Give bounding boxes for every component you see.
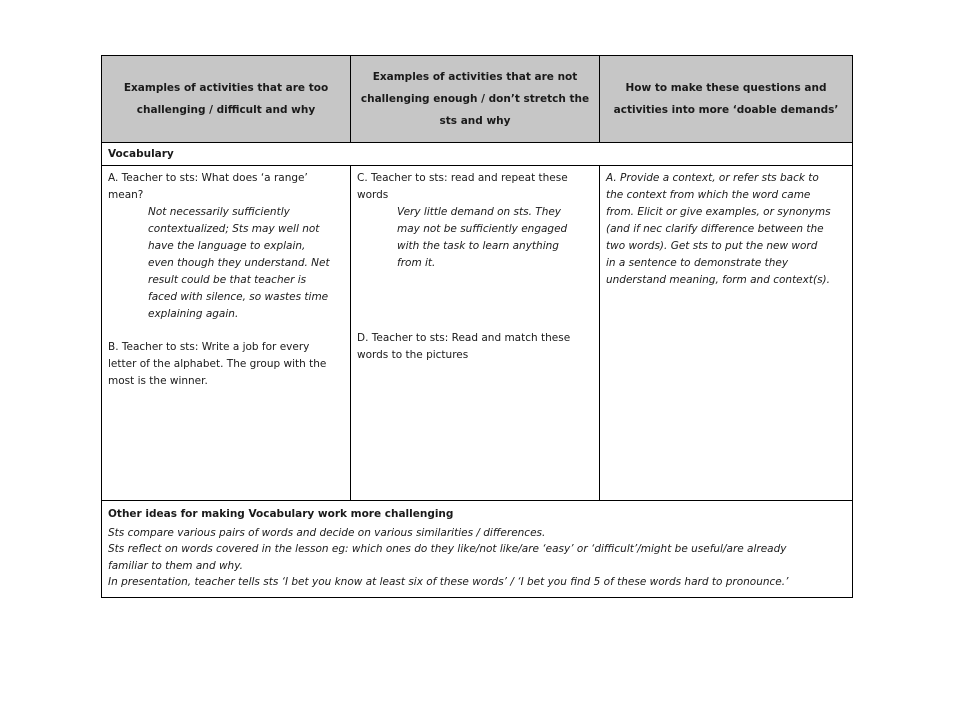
note-line: faced with silence, so wastes time <box>148 291 329 303</box>
cell-doable-demands <box>600 166 853 501</box>
other-ideas-row <box>102 501 853 598</box>
example-c-line: C. Teacher to sts: read and repeat these <box>357 172 568 184</box>
note-line: Not necessarily sufficiently <box>148 206 290 218</box>
other-idea-line: Sts reflect on words covered in the lesson eg: which ones do they like/not like/are ‘easy’ or ‘difficult’/might be useful/are already <box>108 543 787 555</box>
section-label-vocabulary: Vocabulary <box>102 143 853 166</box>
note-line: from it. <box>397 257 436 269</box>
other-ideas-title: Other ideas for making Vocabulary work more challenging <box>108 508 454 520</box>
vocabulary-table <box>101 55 853 598</box>
other-idea-line: familiar to them and why. <box>108 559 243 572</box>
header-row <box>102 56 853 143</box>
example-d-line: D. Teacher to sts: Read and match these <box>357 332 571 344</box>
suggestion-line: in a sentence to demonstrate they <box>606 257 789 269</box>
example-c-line: words <box>357 189 389 201</box>
suggestion-line: A. Provide a context, or refer sts back to <box>606 172 819 184</box>
example-d-line: words to the pictures <box>357 349 469 361</box>
example-a-line: mean? <box>108 189 144 201</box>
other-idea-line: Sts compare various pairs of words and decide on various similarities / differences. <box>108 526 546 539</box>
body-row <box>102 166 853 501</box>
note-line: even though they understand. Net <box>148 257 330 269</box>
header-too-challenging: Examples of activities that are too challenging / difficult and why <box>102 56 351 143</box>
other-idea-line: In presentation, teacher tells sts ‘I bet you know at least six of these words’ / ‘I bet you find 5 of these words hard to pronounce.’ <box>108 576 789 588</box>
section-row <box>102 143 853 166</box>
header-not-challenging: Examples of activities that are not challenging enough / don’t stretch the sts and why <box>351 56 600 143</box>
note-line: contextualized; Sts may well not <box>148 223 320 235</box>
note-line: result could be that teacher is <box>148 274 307 286</box>
other-ideas-cell <box>102 501 853 598</box>
suggestion-line: two words). Get sts to put the new word <box>606 240 818 252</box>
header-doable-demands: How to make these questions and activities into more ‘doable demands’ <box>600 56 853 143</box>
note-line: explaining again. <box>148 308 239 320</box>
example-a-line: A. Teacher to sts: What does ‘a range’ <box>108 172 308 184</box>
example-b-line: letter of the alphabet. The group with the <box>108 358 327 370</box>
suggestion-line: from. Elicit or give examples, or synonyms <box>606 206 831 218</box>
note-line: Very little demand on sts. They <box>397 206 562 218</box>
suggestion-line: understand meaning, form and context(s). <box>606 274 830 286</box>
cell-not-challenging <box>351 166 600 501</box>
suggestion-line: (and if nec clarify difference between the <box>606 223 824 235</box>
example-b-line: B. Teacher to sts: Write a job for every <box>108 341 310 353</box>
note-line: have the language to explain, <box>148 240 306 252</box>
example-b-line: most is the winner. <box>108 375 208 387</box>
note-line: with the task to learn anything <box>397 240 559 252</box>
cell-too-challenging <box>102 166 351 501</box>
note-line: may not be sufficiently engaged <box>397 223 568 235</box>
suggestion-line: the context from which the word came <box>606 189 811 201</box>
